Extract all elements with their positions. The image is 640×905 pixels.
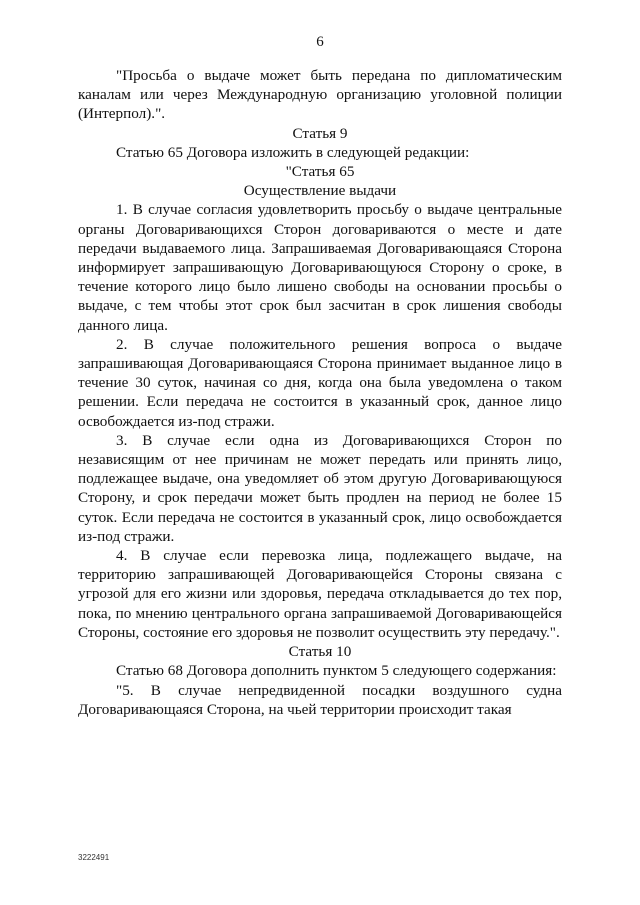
paragraph-article-65-intro: Статью 65 Договора изложить в следующей редакции: [116,143,470,161]
paragraph-item-5: "5. В случае непредвиденной посадки воздушного судна Договаривающаяся Сторона, на чьей территории происходит такая [78,681,562,718]
heading-article-9: Статья 9 [292,124,348,142]
article-title-extradition: Осуществление выдачи [243,182,397,200]
document-body [78,66,562,719]
list-item-4: 4. В случае если перевозка лица, подлежащего выдаче, на территорию запрашивающей Договаривающейся Стороны связана с угрозой для его жизни или здоровья, передача откладывается до тех пор, пока, по мнению центрального органа запрашиваемой Договаривающейся Стороны, состояние его здоровья не позволит осуществить эту передачу.". [78,547,562,641]
page-number: 6 [316,34,324,50]
heading-article-10: Статья 10 [288,643,352,661]
list-item-1: 1. В случае согласия удовлетворить просьбу о выдаче центральные органы Договаривающихся Сторон договариваются о месте и дате передачи выдаваемого лица. Запрашиваемая Договаривающаяся Сторона информирует запрашивающую Договаривающуюся Сторону о сроке, в течение которого лицо было лишено свободы на основании просьбы о выдаче, с тем чтобы этот срок был засчитан в срок лишения свободы данного лица. [78,201,562,334]
list-item-3: 3. В случае если одна из Договаривающихся Сторон по независящим от нее причинам не может передать или принять лицо, подлежащее выдаче, она уведомляет об этом другую Договаривающуюся Сторону, и срок передачи может быть продлен на период не более 15 суток. Если передача не состоится в указанный срок, лицо освобождается из-под стражи. [78,431,562,545]
paragraph-request-channels: "Просьба о выдаче может быть передана по дипломатическим каналам или через Международную организацию уголовной полиции (Интерпол).". [78,67,562,123]
document-code: 3222491 [78,853,110,862]
heading-quoted-article-65: "Статья 65 [285,163,355,181]
paragraph-article-68-intro: Статью 68 Договора дополнить пунктом 5 следующего содержания: [116,662,557,680]
list-item-2: 2. В случае положительного решения вопроса о выдаче запрашивающая Договаривающаяся Сторона принимает выданное лицо в течение 30 суток, начиная со дня, когда она была уведомлена о таком решении. Если передача не состоится в указанный срок, данное лицо освобождается из-под стражи. [78,335,562,430]
